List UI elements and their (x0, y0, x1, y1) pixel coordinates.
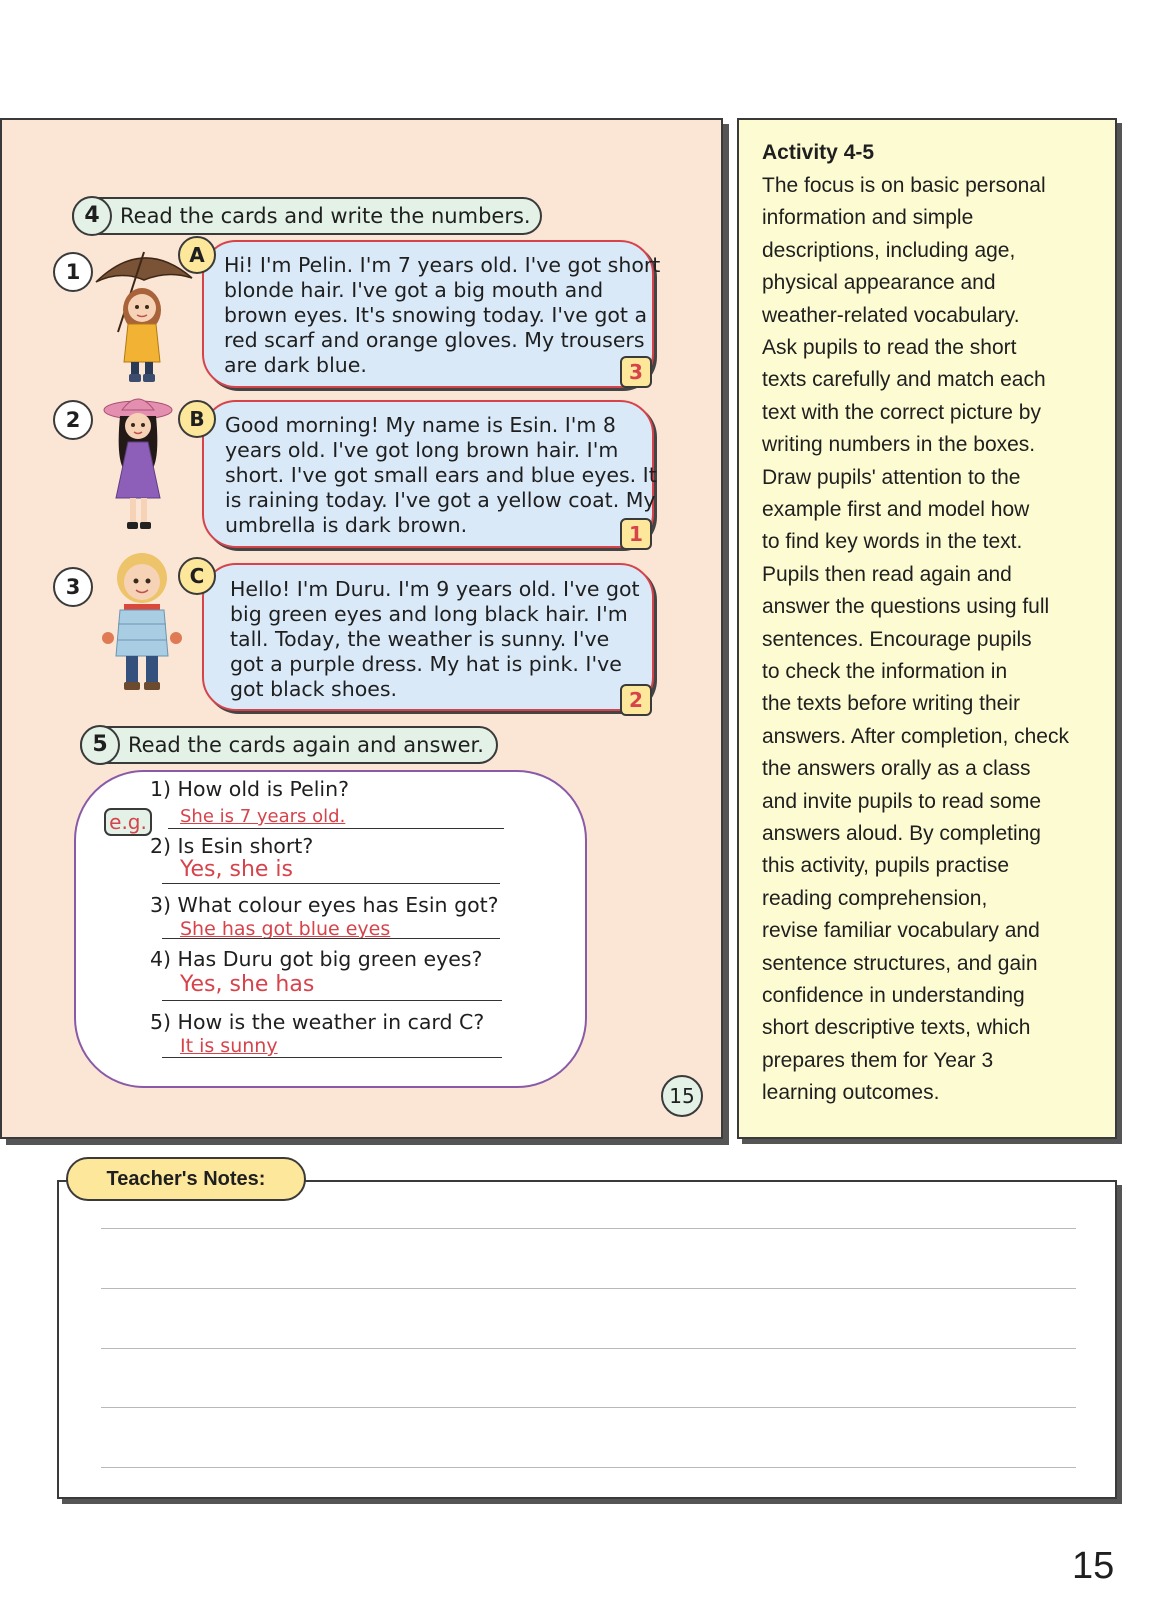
question-1: 1) How old is Pelin? (150, 777, 349, 801)
info-line: weather-related vocabulary. (762, 304, 1020, 327)
card-a-line-2: blonde hair. I've got a big mouth and (224, 278, 604, 302)
info-line: the texts before writing their (762, 692, 1020, 715)
info-line: sentences. Encourage pupils (762, 628, 1032, 651)
activity-5-header (80, 726, 498, 764)
question-2: 2) Is Esin short? (150, 834, 314, 858)
info-line: answers aloud. By completing (762, 822, 1041, 845)
activity-4-header (72, 197, 542, 235)
answer-line-3 (162, 938, 500, 939)
info-line: revise familiar vocabulary and (762, 919, 1040, 942)
info-line: confidence in understanding (762, 984, 1025, 1007)
activity-4-instruction: Read the cards and write the numbers. (120, 204, 531, 228)
card-letter-a: A (178, 236, 216, 274)
card-letter-c: C (178, 557, 216, 595)
info-line: this activity, pupils practise (762, 854, 1010, 877)
answer-4[interactable]: Yes, she has (180, 972, 315, 997)
card-c-line-5: got black shoes. (230, 677, 398, 701)
card-c-line-2: big green eyes and long black hair. I'm (230, 602, 628, 626)
activity-4-number: 4 (72, 196, 112, 236)
card-b-line-5: umbrella is dark brown. (225, 513, 468, 537)
girl-with-scarf-illustration (96, 548, 188, 698)
answer-1[interactable]: She is 7 years old. (180, 806, 346, 827)
info-line: text with the correct picture by (762, 401, 1041, 424)
info-line: to find key words in the text. (762, 530, 1023, 553)
inner-page-number: 15 (661, 1075, 703, 1117)
info-line: and invite pupils to read some (762, 790, 1041, 813)
info-line: Draw pupils' attention to the (762, 466, 1021, 489)
picture-number-1: 1 (53, 252, 93, 292)
question-5: 5) How is the weather in card C? (150, 1010, 485, 1034)
card-a-text (224, 253, 660, 378)
info-line: information and simple (762, 206, 974, 229)
info-line: learning outcomes. (762, 1081, 940, 1104)
card-c-answer-box[interactable]: 2 (620, 684, 652, 716)
card-b-line-4: is raining today. I've got a yellow coat. My (225, 488, 656, 512)
activity-5-instruction: Read the cards again and answer. (128, 733, 484, 757)
girl-with-pink-hat-illustration (98, 388, 178, 538)
note-line (101, 1407, 1076, 1408)
card-a-line-1: Hi! I'm Pelin. I'm 7 years old. I've got short (224, 253, 661, 277)
note-line (101, 1348, 1076, 1349)
card-a-line-3: brown eyes. It's snowing today. I've got a (224, 303, 648, 327)
activity-5-number: 5 (80, 725, 120, 765)
question-3: 3) What colour eyes has Esin got? (150, 893, 499, 917)
info-line: sentence structures, and gain (762, 952, 1038, 975)
info-line: prepares them for Year 3 (762, 1049, 994, 1072)
info-line: reading comprehension, (762, 887, 988, 910)
info-line: example first and model how (762, 498, 1030, 521)
page-number: 15 (1072, 1545, 1115, 1587)
answer-2[interactable]: Yes, she is (180, 857, 294, 882)
picture-number-2: 2 (53, 400, 93, 440)
info-line: the answers orally as a class (762, 757, 1031, 780)
card-a-line-4: red scarf and orange gloves. My trousers (224, 328, 645, 352)
activity-title: Activity 4-5 (762, 141, 875, 164)
info-line: short descriptive texts, which (762, 1016, 1031, 1039)
card-c-text (230, 577, 640, 702)
example-tag: e.g. (104, 808, 152, 836)
note-line (101, 1288, 1076, 1289)
picture-number-3: 3 (53, 567, 93, 607)
answer-line-4 (162, 1000, 502, 1001)
note-line (101, 1467, 1076, 1468)
answer-line-1 (168, 828, 504, 829)
card-a-line-5: are dark blue. (224, 353, 367, 377)
card-c-line-4: got a purple dress. My hat is pink. I've (230, 652, 622, 676)
answer-3[interactable]: She has got blue eyes (180, 918, 391, 940)
info-line: The focus is on basic personal (762, 174, 1046, 197)
info-line: writing numbers in the boxes. (762, 433, 1036, 456)
question-4: 4) Has Duru got big green eyes? (150, 947, 483, 971)
answer-line-2 (162, 883, 500, 884)
card-letter-b: B (178, 400, 216, 438)
info-line: physical appearance and (762, 271, 996, 294)
info-line: Ask pupils to read the short (762, 336, 1017, 359)
info-line: answer the questions using full (762, 595, 1050, 618)
answer-line-5 (162, 1057, 502, 1058)
info-line: Pupils then read again and (762, 563, 1012, 586)
note-line (101, 1228, 1076, 1229)
card-b-line-1: Good morning! My name is Esin. I'm 8 (225, 413, 616, 437)
card-a-answer-box[interactable]: 3 (620, 356, 652, 388)
info-line: texts carefully and match each (762, 368, 1046, 391)
card-b-line-3: short. I've got small ears and blue eyes. It (225, 463, 657, 487)
card-b-line-2: years old. I've got long brown hair. I'm (225, 438, 619, 462)
teacher-notes-label: Teacher's Notes: (66, 1157, 306, 1201)
card-b-text (225, 413, 657, 538)
card-c-line-3: tall. Today, the weather is sunny. I've (230, 627, 610, 651)
card-b-answer-box[interactable]: 1 (620, 518, 652, 550)
card-c-line-1: Hello! I'm Duru. I'm 9 years old. I've got (230, 577, 640, 601)
info-line: to check the information in (762, 660, 1008, 683)
info-line: descriptions, including age, (762, 239, 1016, 262)
answer-5[interactable]: It is sunny (180, 1035, 278, 1057)
info-line: answers. After completion, check (762, 725, 1069, 748)
